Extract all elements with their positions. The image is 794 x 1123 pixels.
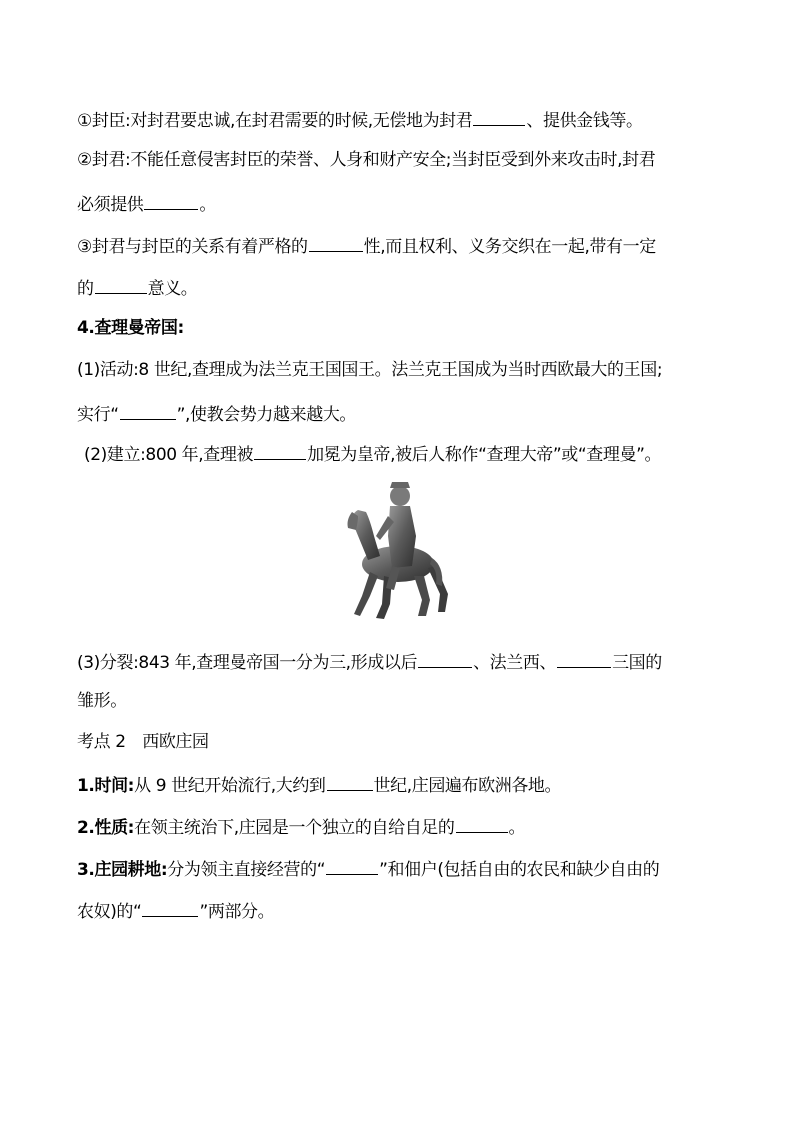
answer-blank[interactable] <box>456 813 508 833</box>
division-line-cont: 雏形。 <box>77 691 127 711</box>
answer-blank[interactable] <box>144 190 198 210</box>
answer-blank[interactable] <box>95 274 147 294</box>
section-heading-charlemagne: 4.查理曼帝国: <box>77 318 184 338</box>
activity-line-cont: 实行“ ”,使教会势力越来越大。 <box>77 400 356 427</box>
answer-blank[interactable] <box>327 771 373 791</box>
answer-blank[interactable] <box>557 648 611 668</box>
manor-nature-line: 2.性质:在领主统治下,庄园是一个独立的自给自足的 。 <box>77 813 525 840</box>
relationship-line-cont: 的 意义。 <box>77 274 197 301</box>
section-heading-manor: 考点 2 西欧庄园 <box>77 732 209 752</box>
manor-land-line-cont: 农奴)的“ ”两部分。 <box>77 897 274 924</box>
activity-line: (1)活动:8 世纪,查理成为法兰克王国国王。法兰克王国成为当时西欧最大的王国; <box>77 360 663 380</box>
charlemagne-statue-image <box>340 476 450 626</box>
manor-time-line: 1.时间:从 9 世纪开始流行,大约到 世纪,庄园遍布欧洲各地。 <box>77 771 561 798</box>
answer-blank[interactable] <box>473 106 525 126</box>
answer-blank[interactable] <box>254 440 306 460</box>
answer-blank[interactable] <box>142 897 198 917</box>
lord-duty-line-cont: 必须提供 。 <box>77 190 216 217</box>
answer-blank[interactable] <box>418 648 472 668</box>
answer-blank[interactable] <box>309 232 363 252</box>
answer-blank[interactable] <box>120 400 176 420</box>
relationship-line: ③封君与封臣的关系有着严格的 性,而且权利、义务交织在一起,带有一定 <box>77 232 656 259</box>
division-line: (3)分裂:843 年,查理曼帝国一分为三,形成以后 、法兰西、 三国的 <box>77 648 662 675</box>
vassal-duty-line: ①封臣:对封君要忠诚,在封君需要的时候,无偿地为封君 、提供金钱等。 <box>77 106 643 133</box>
manor-land-line: 3.庄园耕地:分为领主直接经营的“ ”和佃户(包括自由的农民和缺少自由的 <box>77 855 659 882</box>
lord-duty-line: ②封君:不能任意侵害封臣的荣誉、人身和财产安全;当封臣受到外来攻击时,封君 <box>77 150 656 170</box>
answer-blank[interactable] <box>326 855 378 875</box>
establishment-line: (2)建立:800 年,查理被 加冕为皇帝,被后人称作“查理大帝”或“查理曼”。 <box>84 440 661 467</box>
